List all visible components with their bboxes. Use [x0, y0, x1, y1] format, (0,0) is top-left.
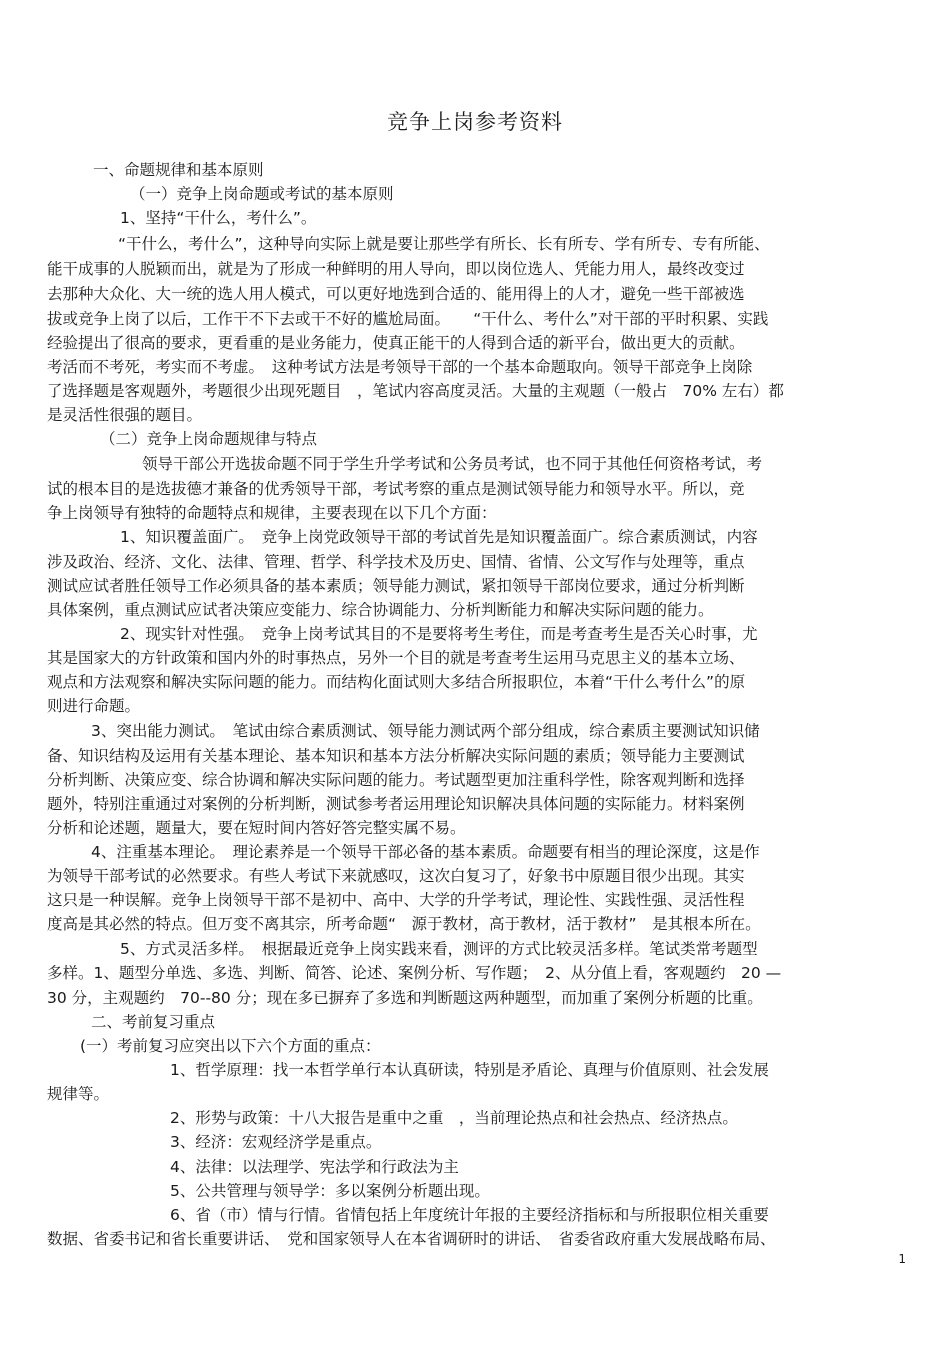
text-line: 数据、省委书记和省长重要讲话、 党和国家领导人在本省调研时的讲话、 省委省政府重大发展战略布局、 — [47, 1230, 776, 1248]
text-line: 其是国家大的方针政策和国内外的时事热点，另外一个目的就是考查考生运用马克思主义的基本立场、 — [47, 649, 745, 667]
text-line: 备、知识结构及运用有关基本理论、基本知识和基本方法分析解决实际问题的素质；领导能力主要测试 — [47, 747, 745, 765]
text-line: 考活而不考死，考实而不考虚。 这种考试方法是考领导干部的一个基本命题取向。领导干部竞争上岗除 — [47, 358, 753, 376]
text-line: 1、坚持“干什么，考什么”。 — [120, 209, 317, 227]
text-line: 试的根本目的是选拔德才兼备的优秀领导干部，考试考察的重点是测试领导能力和领导水平。所以，竞 — [47, 480, 745, 498]
text-line: 拔或竞争上岗了以后，工作干不下去或干不好的尴尬局面。 “干什么、考什么”对干部的平时积累、实践 — [47, 310, 769, 328]
text-line: 30 分，主观题约 70--80 分；现在多已摒弃了多选和判断题这两种题型，而加重了案例分析题的比重。 — [47, 989, 763, 1007]
text-line: 是灵活性很强的题目。 — [47, 406, 203, 424]
text-line: “干什么，考什么”，这种导向实际上就是要让那些学有所长、长有所专、学有所专、专有所能、 — [118, 235, 770, 253]
text-line: 3、突出能力测试。 笔试由综合素质测试、领导能力测试两个部分组成，综合素质主要测试知识储 — [91, 722, 760, 740]
text-line: 观点和方法观察和解决实际问题的能力。而结构化面试则大多结合所报职位，本着“干什么考什么”的原 — [47, 673, 746, 691]
text-line: 能干成事的人脱颖而出，就是为了形成一种鲜明的用人导向，即以岗位选人、凭能力用人，最终改变过 — [47, 260, 745, 278]
text-line: 2、现实针对性强。 竞争上岗考试其目的不是要将考生考住，而是考查考生是否关心时事，尤 — [120, 625, 758, 643]
text-line: 经验提出了很高的要求，更看重的是业务能力，使真正能干的人得到合适的新平台，做出更大的贡献。 — [47, 334, 745, 352]
text-line: 题外，特别注重通过对案例的分析判断，测试参考者运用理论知识解决具体问题的实际能力。材料案例 — [47, 795, 745, 813]
text-line: 涉及政治、经济、文化、法律、管理、哲学、科学技术及历史、国情、省情、公文写作与处理等，重点 — [47, 553, 745, 571]
text-line: 5、公共管理与领导学：多以案例分析题出现。 — [170, 1182, 490, 1200]
text-line: 2、形势与政策：十八大报告是重中之重 ，当前理论热点和社会热点、经济热点。 — [170, 1109, 738, 1127]
text-line: 6、省（市）情与行情。省情包括上年度统计年报的主要经济指标和与所报职位相关重要 — [170, 1206, 769, 1224]
text-line: 这只是一种误解。竞争上岗领导干部不是初中、高中、大学的升学考试，理论性、实践性强、灵活性程 — [47, 891, 745, 909]
text-line: 争上岗领导有独特的命题特点和规律，主要表现在以下几个方面： — [47, 504, 497, 522]
text-line: 去那种大众化、大一统的选人用人模式，可以更好地选到合适的、能用得上的人才，避免一些干部被选 — [47, 285, 745, 303]
text-line: （一）竞争上岗命题或考试的基本原则 — [130, 185, 394, 203]
text-line: 度高是其必然的特点。但万变不离其宗，所考命题“ 源于教材，高于教材，活于教材” 是其根本所在。 — [47, 915, 761, 933]
text-line: 领导干部公开选拔命题不同于学生升学考试和公务员考试，也不同于其他任何资格考试，考 — [142, 455, 763, 473]
text-line: (一）考前复习应突出以下六个方面的重点： — [80, 1037, 381, 1055]
text-line: 分析和论述题，题量大，要在短时间内答好答完整实属不易。 — [47, 819, 466, 837]
text-line: 规律等。 — [47, 1085, 110, 1103]
text-line: 3、经济：宏观经济学是重点。 — [170, 1133, 382, 1151]
document-title: 竞争上岗参考资料 — [387, 110, 563, 134]
text-line: 一、命题规律和基本原则 — [93, 161, 264, 179]
text-line: 具体案例，重点测试应试者决策应变能力、综合协调能力、分析判断能力和解决实际问题的能力。 — [47, 601, 714, 619]
text-line: 则进行命题。 — [47, 697, 141, 715]
text-line: 为领导干部考试的必然要求。有些人考试下来就感叹，这次白复习了，好象书中原题目很少出现。其实 — [47, 867, 745, 885]
text-line: （二）竞争上岗命题规律与特点 — [100, 430, 318, 448]
text-line: 5、方式灵活多样。 根据最近竞争上岗实践来看，测评的方式比较灵活多样。笔试类常考题型 — [120, 940, 758, 958]
text-line: 二、考前复习重点 — [91, 1013, 216, 1031]
text-line: 1、知识覆盖面广。 竞争上岗党政领导干部的考试首先是知识覆盖面广。综合素质测试，内容 — [120, 528, 758, 546]
text-line: 分析判断、决策应变、综合协调和解决实际问题的能力。考试题型更加注重科学性，除客观判断和选择 — [47, 771, 745, 789]
text-line: 了选择题是客观题外，考题很少出现死题目 ，笔试内容高度灵活。大量的主观题（一般占 70% 左右）都 — [47, 382, 784, 400]
text-line: 1、哲学原理：找一本哲学单行本认真研读，特别是矛盾论、真理与价值原则、社会发展 — [170, 1061, 769, 1079]
text-line: 测试应试者胜任领导工作必须具备的基本素质；领导能力测试，紧扣领导干部岗位要求，通过分析判断 — [47, 577, 745, 595]
text-line: 多样。1、题型分单选、多选、判断、简答、论述、案例分析、写作题； 2、从分值上看，客观题约 20 — — [47, 964, 782, 982]
page-number: 1 — [898, 1252, 906, 1266]
text-line: 4、注重基本理论。 理论素养是一个领导干部必备的基本素质。命题要有相当的理论深度，这是作 — [91, 843, 760, 861]
text-line: 4、法律：以法理学、宪法学和行政法为主 — [170, 1158, 459, 1176]
